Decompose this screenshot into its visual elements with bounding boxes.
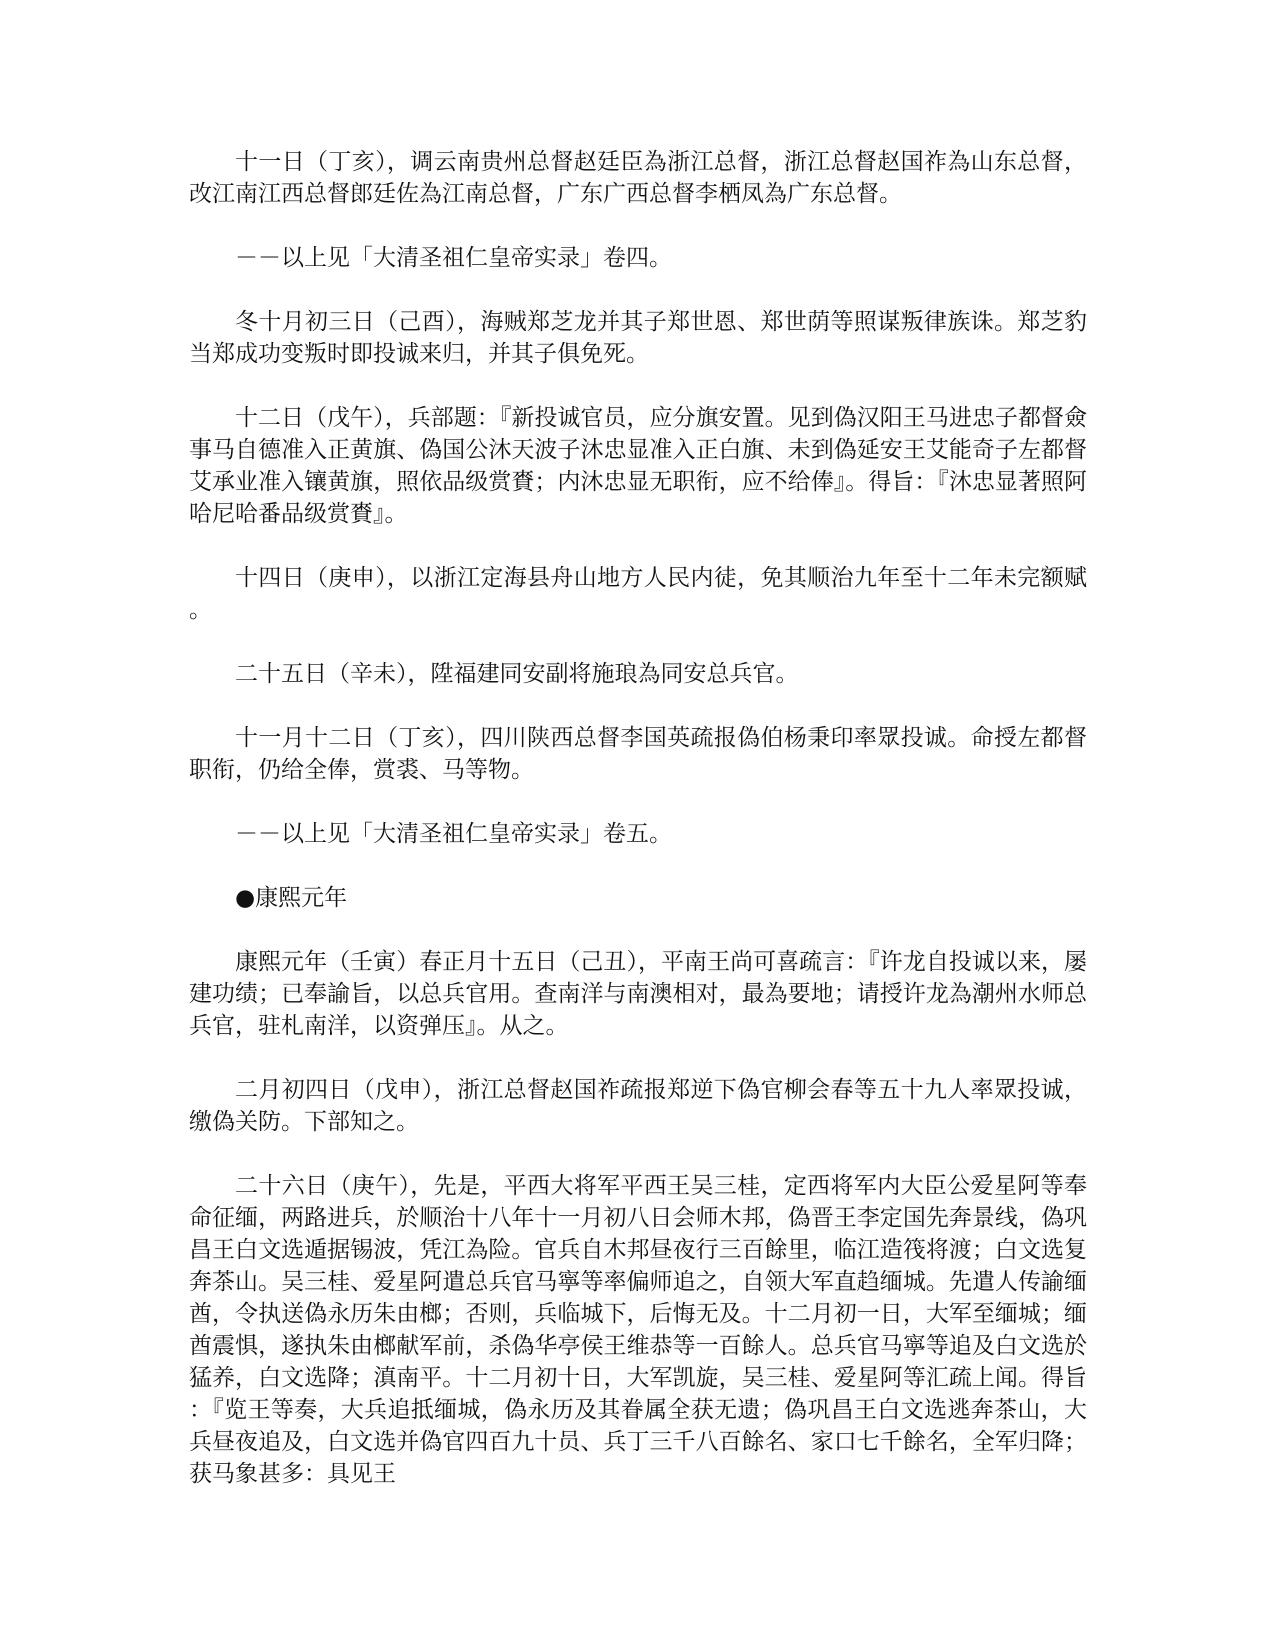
paragraph-second-month: 二月初四日（戊申），浙江总督赵国祚疏报郑逆下偽官柳会春等五十九人率眾投诚，缴偽关防。下部知之。: [189, 1077, 1087, 1135]
document-body: [189, 146, 1087, 1522]
paragraph-ministry-of-war: 十二日（戊午），兵部题：『新投诚官员，应分旗安置。见到偽汉阳王马进忠子都督僉事马自德准入正黄旗、偽国公沐天波子沐忠显准入正白旗、未到偽延安王艾能奇子左都督艾承业准入镶黄旗，照依品级赏賚；内沐忠显无职衔，应不给俸』。得旨：『沐忠显著照阿哈尼哈番品级赏賚』。: [189, 405, 1087, 527]
source-note-vol4: －－以上见「大清圣祖仁皇帝实录」卷四。: [235, 245, 672, 271]
paragraph-xu-long: 康熙元年（壬寅）春正月十五日（己丑），平南王尚可喜疏言：『许龙自投诚以来，屡建功绩；已奉諭旨，以总兵官用。查南洋与南澳相对，最為要地；请授许龙為潮州水师总兵官，驻札南洋，以资弹压』。从之。: [189, 949, 1087, 1039]
paragraph-burma-campaign: 二十六日（庚午），先是，平西大将军平西王吴三桂，定西将军内大臣公爱星阿等奉命征缅，两路进兵，於顺治十八年十一月初八日会师木邦，偽晋王李定国先奔景线，偽巩昌王白文选遁据锡波，凭江為险。官兵自木邦昼夜行三百餘里，临江造筏将渡；白文选复奔茶山。吴三桂、爱星阿遣总兵官马寧等率偏师追之，自领大军直趋缅城。先遣人传諭缅酋，令执送偽永历朱由榔；否则，兵临城下，后悔无及。十二月初一日，大军至缅城；缅酋震惧，遂执朱由榔献军前，杀偽华亭侯王维恭等一百餘人。总兵官马寧等追及白文选於猛养，白文选降；滇南平。十二月初十日，大军凯旋，吴三桂、爱星阿等汇疏上闻。得旨：『览王等奏，大兵追抵缅城，偽永历及其眷属全获无遗；偽巩昌王白文选逃奔茶山，大兵昼夜追及，白文选并偽官四百九十员、兵丁三千八百餘名、家口七千餘名，全军归降；获马象甚多：具见王: [189, 1173, 1087, 1487]
source-note-vol5: －－以上见「大清圣祖仁皇帝实录」卷五。: [235, 821, 672, 847]
section-heading-kangxi-year1: ●康熙元年: [235, 885, 348, 911]
paragraph-winter-tenth-month: 冬十月初三日（己酉），海贼郑芝龙并其子郑世恩、郑世荫等照谋叛律族诛。郑芝豹当郑成功变叛时即投诚来归，并其子俱免死。: [189, 309, 1087, 367]
paragraph-appointments: 十一日（丁亥），调云南贵州总督赵廷臣為浙江总督，浙江总督赵国祚為山东总督，改江南江西总督郎廷佐為江南总督，广东广西总督李栖凤為广东总督。: [189, 149, 1087, 207]
paragraph-eleventh-month: 十一月十二日（丁亥），四川陕西总督李国英疏报偽伯杨秉印率眾投诚。命授左都督职衔，仍给全俸，赏裘、马等物。: [189, 725, 1087, 783]
paragraph-shi-lang: 二十五日（辛未），陞福建同安副将施琅為同安总兵官。: [235, 661, 799, 687]
paragraph-zhoushan: 十四日（庚申），以浙江定海县舟山地方人民内徒，免其顺治九年至十二年未完额赋。: [189, 565, 1087, 623]
